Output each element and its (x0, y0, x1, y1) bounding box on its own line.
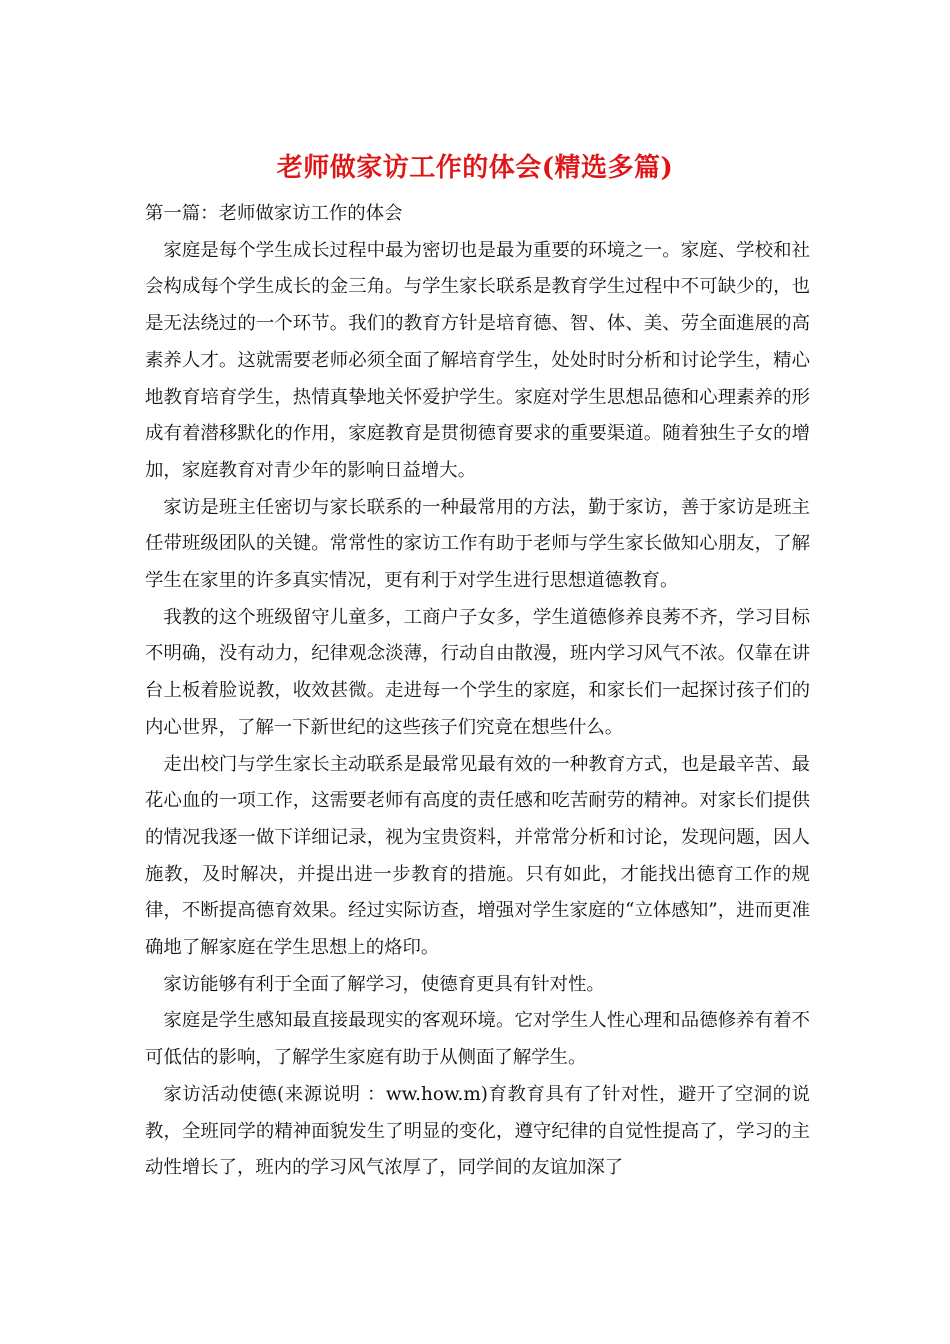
paragraph-5: 家访能够有利于全面了解学习，使德育更具有针对性。 (163, 973, 605, 995)
paragraph-1: 家庭是每个学生成长过程中最为密切也是最为重要的环境之一。家庭、学校和社会构成每个学生成长的金三角。与学生家长联系是教育学生过程中不可缺少的，也是无法绕过的一个环节。我们的教育方针是培育德、智、体、美、劳全面進展的高素养人才。这就需要老师必须全面了解培育学生，处处时时分析和讨论学生，精心地教育培育学生，热情真挚地关怀爱护学生。家庭对学生思想品德和心理素养的形成有着潜移默化的作用，家庭教育是贯彻德育要求的重要渠道。随着独生子女的增加，家庭教育对青少年的影响日益增大。 (145, 239, 810, 481)
document-body (145, 196, 810, 1187)
paragraph-2: 家访是班主任密切与家长联系的一种最常用的方法，勤于家访，善于家访是班主任带班级团队的关键。常常性的家访工作有助于老师与学生家长做知心朋友，了解学生在家里的许多真实情况，更有利于对学生进行思想道德教育。 (145, 496, 810, 592)
paragraph-3: 我教的这个班级留守儿童多，工商户子女多，学生道德修养良莠不齐，学习目标不明确，没有动力，纪律观念淡薄，行动自由散漫，班内学习风气不浓。仅靠在讲台上板着脸说教，收效甚微。走进每一个学生的家庭，和家长们一起探讨孩子们的内心世界，了解一下新世纪的这些孩子们究竟在想些什么。 (145, 606, 810, 738)
paragraph-7: 家访活动使德(来源说明 ：ww.how.m)育教育具有了针对性，避开了空洞的说教，全班同学的精神面貌发生了明显的变化，遵守纪律的自觉性提高了，学习的主动性增长了，班内的学习风气浓厚了，同学间的友谊加深了 (145, 1083, 810, 1179)
document-title: 老师做家访工作的体会(精选多篇) (276, 153, 674, 183)
paragraph-6: 家庭是学生感知最直接最现实的客观环境。它对学生人性心理和品德修养有着不可低估的影响，了解学生家庭有助于从侧面了解学生。 (145, 1010, 810, 1069)
section-heading: 第一篇：老师做家访工作的体会 (145, 203, 403, 224)
paragraph-4: 走出校门与学生家长主动联系是最常见最有效的一种教育方式，也是最辛苦、最花心血的一项工作，这需要老师有高度的责任感和吃苦耐劳的精神。对家长们提供的情况我逐一做下详细记录，视为宝贵资料，并常常分析和讨论，发现问题，因人施教，及时解决，并提出进一步教育的措施。只有如此，才能找出德育工作的规律，不断提高德育效果。经过实际访查，增强对学生家庭的“立体感知”，进而更准确地了解家庭在学生思想上的烙印。 (145, 753, 810, 959)
